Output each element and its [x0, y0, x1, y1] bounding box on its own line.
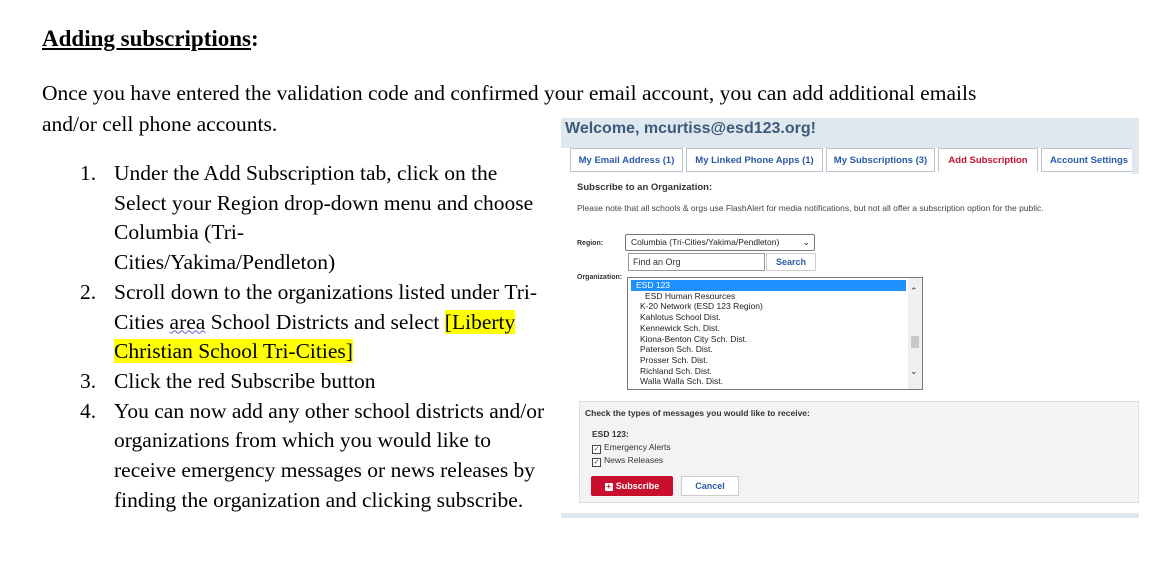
tab-account-settings[interactable]: Account Settings: [1041, 148, 1137, 172]
search-button[interactable]: Search: [766, 253, 816, 271]
cancel-button[interactable]: Cancel: [681, 476, 739, 496]
step-text: You can now add any other school districts and/or organizations from which you would like to receive emergency messages or news releases by finding the organization and clicking subscribe.: [114, 398, 545, 512]
step-number: 3.: [80, 368, 97, 393]
step-text: Click the red Subscribe button: [114, 368, 376, 393]
org-option[interactable]: K-20 Network (ESD 123 Region): [640, 301, 763, 312]
scrollbar-thumb[interactable]: [911, 336, 919, 348]
checkbox-label: News Releases: [604, 455, 664, 465]
step-number: 2.: [80, 279, 97, 304]
organization-listbox[interactable]: [627, 277, 923, 390]
document-heading: [42, 26, 259, 52]
step-text-after: School Districts and select: [205, 309, 445, 334]
find-org-input[interactable]: Find an Org: [628, 253, 765, 271]
heading-text: Adding subscriptions: [42, 26, 251, 51]
heading-colon: :: [251, 26, 259, 51]
checkbox-checked-icon[interactable]: ✓: [593, 459, 600, 466]
flashalert-note: Please note that all schools & orgs use FlashAlert for media notifications, but not all offer a subscription option for the public.: [577, 203, 1044, 213]
message-types-title: Check the types of messages you would like to receive:: [585, 408, 810, 418]
tab-my-email-address[interactable]: My Email Address (1): [570, 148, 683, 172]
message-types-panel: [579, 401, 1139, 503]
subscribe-title: Subscribe to an Organization:: [577, 182, 713, 193]
steps-list: [80, 159, 550, 515]
region-label: Region:: [577, 240, 604, 247]
step-number: 4.: [80, 398, 97, 423]
region-value: Columbia (Tri-Cities/Yakima/Pendleton): [631, 237, 780, 247]
org-option[interactable]: Kennewick Sch. Dist.: [640, 322, 720, 333]
tab-add-subscription[interactable]: Add Subscription: [938, 148, 1038, 172]
bottom-bar: [561, 513, 1139, 518]
message-org-name: ESD 123:: [592, 429, 629, 439]
chevron-up-icon[interactable]: ⌃: [910, 286, 918, 296]
subscribe-button[interactable]: [591, 476, 673, 496]
spellcheck-word: area: [169, 309, 206, 334]
step-2: [80, 278, 550, 367]
step-text: Under the Add Subscription tab, click on the Select your Region drop-down menu and choose Columbia (Tri- Cities/Yakima/Pendleton): [114, 161, 534, 275]
organization-label: Organization:: [577, 274, 623, 281]
step-1: [80, 159, 550, 278]
checkbox-checked-icon[interactable]: ✓: [593, 446, 600, 453]
highlighted-org-name: [Liberty Christian School Tri-Cities]: [114, 309, 516, 364]
plus-icon: +: [606, 482, 612, 491]
chevron-down-icon[interactable]: ⌄: [910, 366, 918, 376]
step-3: [80, 367, 550, 397]
news-releases-option[interactable]: [592, 455, 663, 467]
org-option-selected[interactable]: ESD 123: [631, 280, 906, 291]
step-text-before: Scroll down to the organizations listed under Tri-Cities: [114, 279, 537, 334]
embedded-screenshot: [561, 118, 1139, 518]
welcome-bar: [561, 118, 1139, 148]
tab-bar-edge: [1132, 148, 1139, 174]
checkbox-label: Emergency Alerts: [604, 442, 671, 452]
org-option[interactable]: Paterson Sch. Dist.: [640, 344, 713, 355]
listbox-scrollbar[interactable]: [908, 278, 922, 389]
tab-my-subscriptions[interactable]: My Subscriptions (3): [826, 148, 935, 172]
region-select[interactable]: [625, 234, 815, 251]
emergency-alerts-option[interactable]: [592, 442, 671, 454]
org-option[interactable]: Kahlotus School Dist.: [640, 312, 721, 323]
welcome-text: Welcome, mcurtiss@esd123.org!: [565, 120, 816, 137]
org-option[interactable]: ESD Human Resources: [645, 290, 736, 301]
step-4: [80, 397, 550, 516]
tab-bar: [564, 148, 1139, 174]
subscribe-label: Subscribe: [615, 481, 660, 491]
intro-line-1: Once you have entered the validation code and confirmed your email account, you can add additional emails: [42, 81, 977, 105]
org-option[interactable]: Richland Sch. Dist.: [640, 365, 712, 376]
org-option[interactable]: Walla Walla Sch. Dist.: [640, 376, 723, 387]
intro-line-2: and/or cell phone accounts.: [42, 112, 278, 136]
step-number: 1.: [80, 161, 97, 185]
chevron-down-icon: ⌄: [802, 237, 810, 247]
org-option[interactable]: Kiona-Benton City Sch. Dist.: [640, 333, 748, 344]
tab-my-linked-phone-apps[interactable]: My Linked Phone Apps (1): [686, 148, 823, 172]
org-option[interactable]: Prosser Sch. Dist.: [640, 354, 709, 365]
